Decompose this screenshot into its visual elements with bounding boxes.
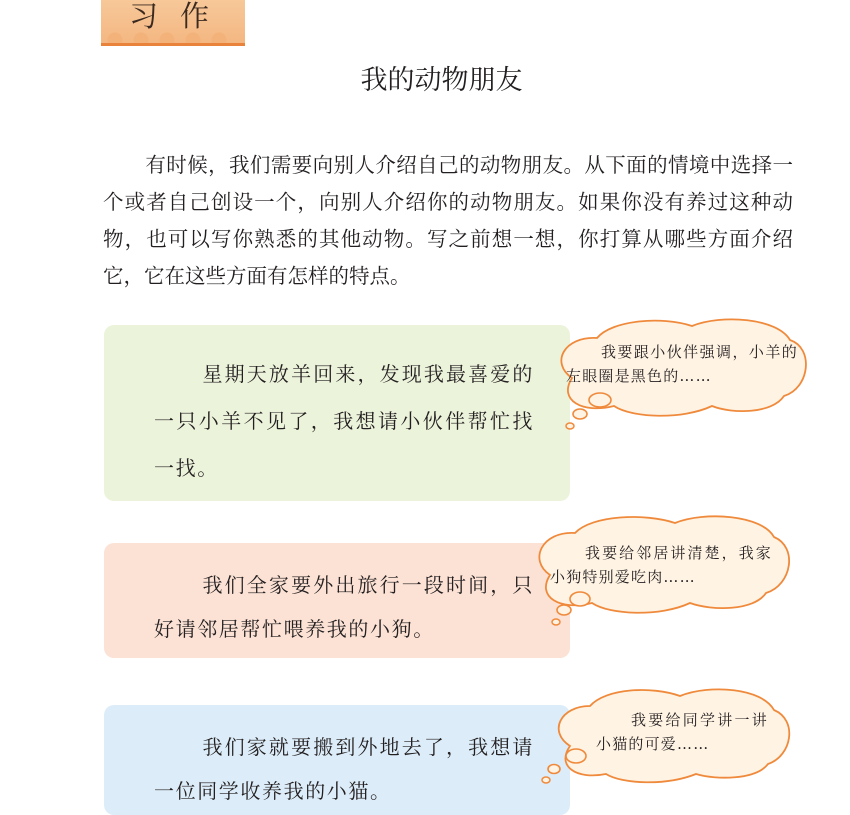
scenario-card-cat <box>104 705 570 815</box>
section-tab <box>101 0 245 46</box>
scenario-text <box>154 725 534 813</box>
scenario-card-dog <box>104 543 570 658</box>
scenario-text <box>154 351 534 492</box>
intro-text: 有时候，我们需要向别人介绍自己的动物朋友。从下面的情境中选择一个或者自己创设一个，向别人介绍你的动物朋友。如果你没有养过这种动物，也可以写你熟悉的其他动物。写之前想一想，你打算从哪些方面介绍它，它在这些方面有怎样的特点。 <box>103 153 793 288</box>
scenario-text-content: 星期天放羊回来，发现我最喜爱的一只小羊不见了，我想请小伙伴帮忙找一找。 <box>154 362 534 480</box>
bubble-text-3: 我要给同学讲一讲小猫的可爱…… <box>596 711 768 753</box>
scenario-text-content: 我们全家要外出旅行一段时间，只好请邻居帮忙喂养我的小狗。 <box>154 573 534 641</box>
section-label: 习作 <box>129 0 232 33</box>
intro-paragraph <box>103 147 793 295</box>
page-title: 我的动物朋友 <box>360 65 523 96</box>
bubble-text-1: 我要跟小伙伴强调，小羊的左眼圈是黑色的…… <box>566 343 798 385</box>
bubble-text-2: 我要给邻居讲清楚，我家小狗特别爱吃肉…… <box>550 544 772 586</box>
scenario-text-content: 我们家就要搬到外地去了，我想请一位同学收养我的小猫。 <box>154 735 534 803</box>
scenario-card-lamb <box>104 325 570 501</box>
scenario-text <box>154 563 534 651</box>
